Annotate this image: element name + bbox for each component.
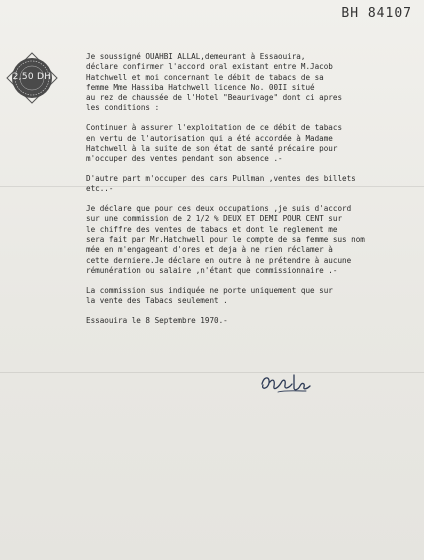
fold-line <box>0 372 424 373</box>
paragraph-commission: Je déclare que pour ces deux occupations ,je suis d'accord sur une commission de 2 1/2 % DEUX ET DEMI POUR CENT sur le chiffre des ventes de tabacs et dont le reglement me sera fait par Mr.Hatchwell pour le compte de sa femme sus nom mée en m'engageant d'ores et deja à ne rien réclamer à cette derniere.Je déclare en outre à ne prétendre à aucune rémunération ou salaire ,n'étant que commissionnaire .- <box>86 204 365 275</box>
serial-number: BH 84107 <box>341 6 412 21</box>
paragraph-conditions: Continuer à assurer l'exploitation de ce débit de tabacs en vertu de l'autorisation qui a été accordée à Madame Hatchwell à la suite de son état de santé précaire pour m'occuper des ventes pendant son absence .- <box>86 123 343 164</box>
paragraph-date: Essaouira le 8 Septembre 1970.- <box>86 315 228 325</box>
stamp-value: 2,50 DH <box>12 72 52 82</box>
letter-body <box>86 52 416 336</box>
paragraph-intro: Je soussigné OUAHBI ALLAL,demeurant à Essaouira, déclare confirmer l'accord oral existant entre M.Jacob Hatchwell et moi concernant le débit de tabacs de sa femme Mme Hassiba Hatchwell licence No. 00II situé au rez de chaussée de l'Hotel "Beaurivage" dont ci apres les conditions : <box>86 52 343 113</box>
fiscal-stamp <box>6 52 58 104</box>
paragraph-scope: La commission sus indiquée ne porte uniquement que sur la vente des Tabacs seulement . <box>86 285 333 305</box>
paragraph-pullman: D'autre part m'occuper des cars Pullman ,ventes des billets etc..- <box>86 173 356 194</box>
handwritten-signature <box>256 366 316 396</box>
signature-icon <box>256 366 316 396</box>
